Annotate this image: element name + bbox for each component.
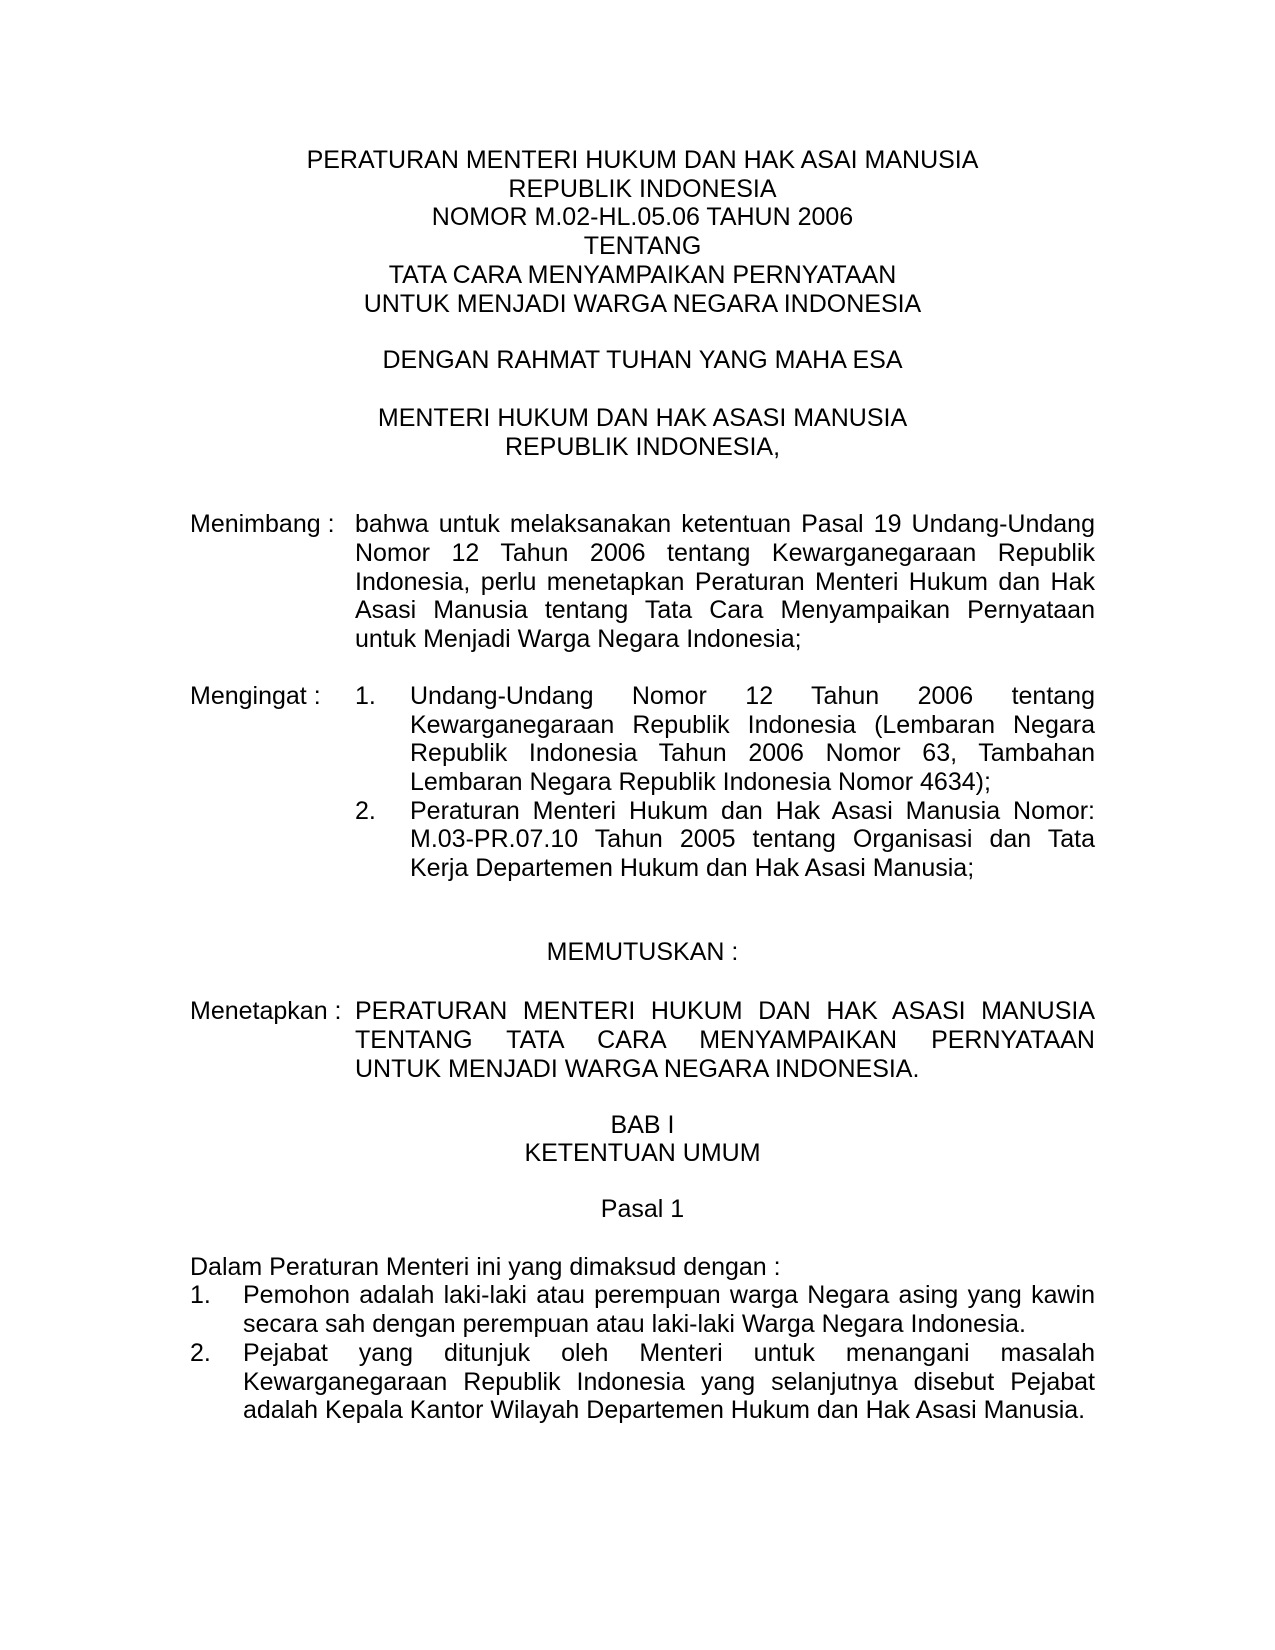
menimbang-label: Menimbang : (190, 510, 335, 539)
text-line: Peraturan Menteri Hukum dan Hak Asasi Manusia Nomor: (410, 796, 1095, 825)
chapter-number: BAB I (610, 1110, 675, 1139)
text-line: TENTANG TATA CARA MENYAMPAIKAN PERNYATAAN (355, 1026, 1095, 1055)
list-item (355, 682, 1095, 797)
text-line: Asasi Manusia tentang Tata Cara Menyampaikan Pernyataan (355, 596, 1095, 625)
memutuskan-text: MEMUTUSKAN : (546, 937, 739, 966)
text-line: bahwa untuk melaksanakan ketentuan Pasal 19 Undang-Undang (355, 510, 1095, 539)
text-line: Indonesia, perlu menetapkan Peraturan Menteri Hukum dan Hak (355, 567, 1095, 596)
text-line: PERATURAN MENTERI HUKUM DAN HAK ASAI MANUSIA (306, 146, 979, 174)
text-line: secara sah dengan perempuan atau laki-laki Warga Negara Indonesia. (243, 1310, 1026, 1339)
mengingat-list (355, 682, 1095, 883)
text-line: untuk Menjadi Warga Negara Indonesia; (355, 625, 802, 654)
list-item-number: 2. (355, 796, 376, 825)
article-list (190, 1281, 1095, 1425)
text-line: M.03-PR.07.10 Tahun 2005 tentang Organisasi dan Tata (410, 825, 1095, 854)
list-item-number: 1. (190, 1281, 211, 1310)
list-item (355, 797, 1095, 883)
section-mengingat (190, 682, 1095, 883)
list-item-number: 2. (190, 1338, 211, 1367)
invocation-line (190, 346, 1095, 375)
list-item-body (410, 682, 1095, 797)
text-line: UNTUK MENJADI WARGA NEGARA INDONESIA (363, 289, 922, 318)
text-line: Kewarganegaraan Republik Indonesia yang selanjutnya disebut Pejabat (243, 1367, 1095, 1396)
list-item-body (243, 1339, 1095, 1425)
list-item-number: 1. (355, 681, 376, 710)
text-line: REPUBLIK INDONESIA (508, 174, 777, 203)
list-item-body (243, 1281, 1095, 1338)
article-intro (190, 1253, 1095, 1282)
article-heading (190, 1195, 1095, 1224)
text-line: REPUBLIK INDONESIA, (504, 432, 781, 461)
section-menetapkan (190, 997, 1095, 1083)
text-line: UNTUK MENJADI WARGA NEGARA INDONESIA. (355, 1054, 920, 1083)
section-menimbang (190, 510, 1095, 654)
invocation-text: DENGAN RAHMAT TUHAN YANG MAHA ESA (382, 346, 903, 375)
text-line: Undang-Undang Nomor 12 Tahun 2006 tentang (410, 681, 1095, 710)
chapter-heading (190, 1111, 1095, 1168)
text-line: Nomor 12 Tahun 2006 tentang Kewarganegaraan Republik (355, 539, 1095, 568)
text-line: MENTERI HUKUM DAN HAK ASASI MANUSIA (377, 403, 908, 432)
article-intro-text: Dalam Peraturan Menteri ini yang dimaksud dengan : (190, 1252, 781, 1281)
mengingat-label: Mengingat : (190, 681, 321, 710)
menetapkan-body (355, 997, 1095, 1083)
text-line: PERATURAN MENTERI HUKUM DAN HAK ASASI MANUSIA (355, 997, 1095, 1026)
text-line: Kewarganegaraan Republik Indonesia (Lembaran Negara (410, 710, 1095, 739)
list-item-body (410, 797, 1095, 883)
document-title (190, 146, 1095, 318)
text-line: Lembaran Negara Republik Indonesia Nomor 4634); (410, 767, 991, 796)
article-number: Pasal 1 (600, 1194, 685, 1223)
text-line: TENTANG (583, 232, 702, 261)
authority-heading (190, 404, 1095, 461)
menetapkan-label: Menetapkan : (190, 997, 342, 1026)
text-line: NOMOR M.02-HL.05.06 TAHUN 2006 (431, 203, 854, 232)
text-line: adalah Kepala Kantor Wilayah Departemen Hukum dan Hak Asasi Manusia. (243, 1396, 1086, 1425)
menimbang-body (355, 510, 1095, 654)
text-line: Republik Indonesia Tahun 2006 Nomor 63, Tambahan (410, 739, 1095, 768)
list-item (190, 1281, 1095, 1338)
text-line: Kerja Departemen Hukum dan Hak Asasi Manusia; (410, 854, 975, 883)
list-item (190, 1339, 1095, 1425)
memutuskan-heading (190, 938, 1095, 967)
text-line: Pejabat yang ditunjuk oleh Menteri untuk menangani masalah (243, 1338, 1095, 1367)
text-line: Pemohon adalah laki-laki atau perempuan warga Negara asing yang kawin (243, 1281, 1095, 1310)
chapter-title: KETENTUAN UMUM (524, 1139, 761, 1168)
text-line: TATA CARA MENYAMPAIKAN PERNYATAAN (388, 260, 897, 289)
